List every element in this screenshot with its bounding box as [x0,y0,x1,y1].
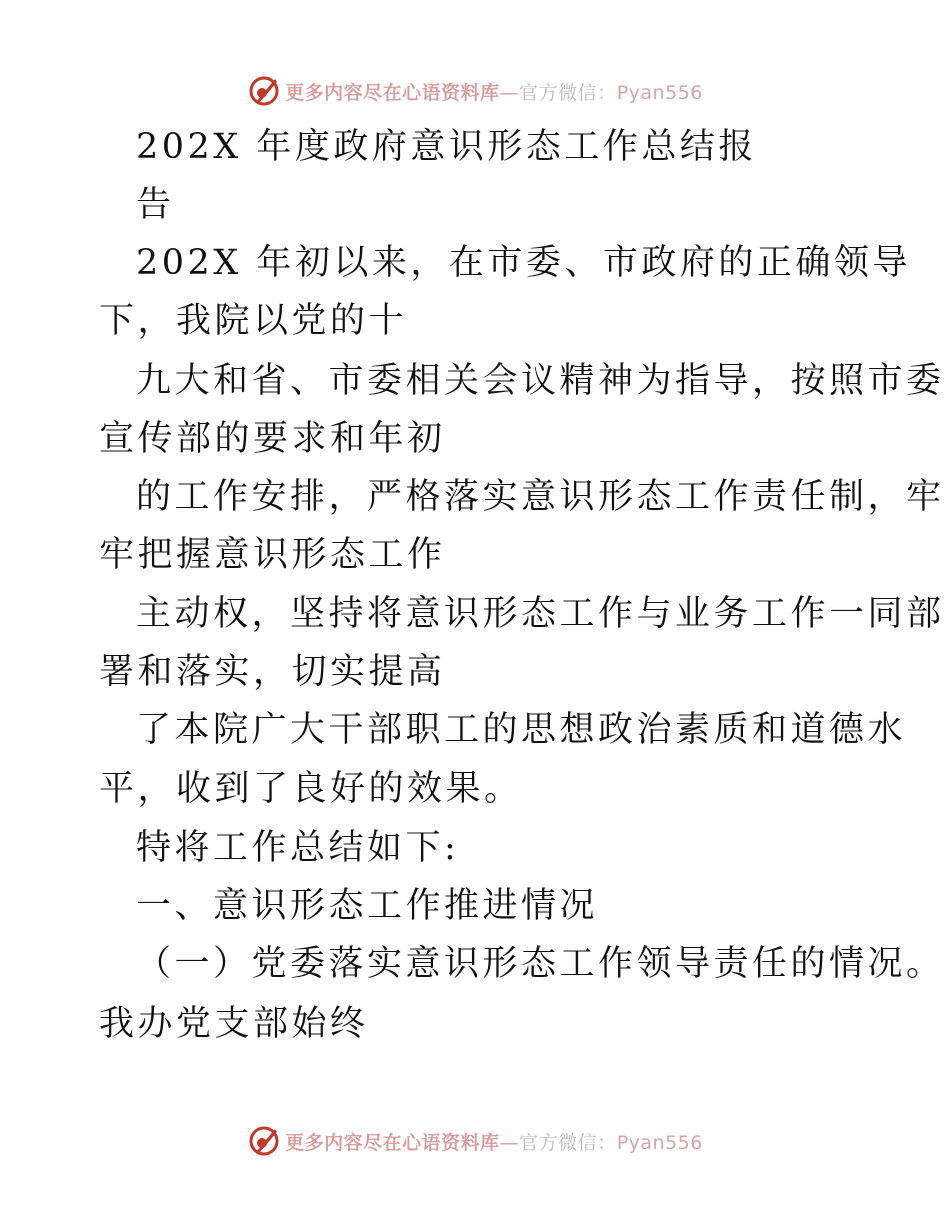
banner-wechat-label: 官方微信： [519,1131,617,1154]
paragraph-line: 我办党支部始终 [99,1004,369,1044]
banner-dash: — [499,81,520,104]
banner-wechat-id: Pyan556 [616,81,703,104]
quill-logo-icon [247,1124,281,1158]
paragraph-line: 特将工作总结如下: [136,828,460,868]
paragraph-line: 的工作安排，严格落实意识形态工作责任制，牢 [136,477,945,517]
banner-dash: — [499,1131,520,1154]
paragraph-line: 宣传部的要求和年初 [99,419,446,459]
section-heading: 一、意识形态工作推进情况 [136,886,599,926]
banner-text [285,78,703,105]
paragraph-line: 牢把握意识形态工作 [99,535,446,575]
document-title-line-2: 告 [136,185,175,225]
paragraph-line: 主动权，坚持将意识形态工作与业务工作一同部 [136,594,945,634]
paragraph-line: 202X 年初以来，在市委、市政府的正确领导 [136,243,911,283]
banner-text [285,1128,703,1155]
quill-logo-icon [247,74,281,108]
paragraph-line: 平，收到了良好的效果。 [99,769,523,809]
banner-main-text: 更多内容尽在心语资料库 [285,81,500,104]
banner-wechat-label: 官方微信： [519,81,617,104]
banner-main-text: 更多内容尽在心语资料库 [285,1131,500,1154]
header-banner [0,69,950,113]
subsection-heading: （一）党委落实意识形态工作领导责任的情况。 [136,944,945,984]
banner-wechat-id: Pyan556 [616,1131,703,1154]
paragraph-line: 署和落实，切实提高 [99,652,446,692]
document-title-line-1: 202X 年度政府意识形态工作总结报 [136,127,757,167]
paragraph-line: 下，我院以党的十 [99,301,408,341]
footer-banner [0,1119,950,1163]
paragraph-line: 九大和省、市委相关会议精神为指导，按照市委 [136,361,945,401]
paragraph-line: 了本院广大干部职工的思想政治素质和道德水 [136,710,907,750]
